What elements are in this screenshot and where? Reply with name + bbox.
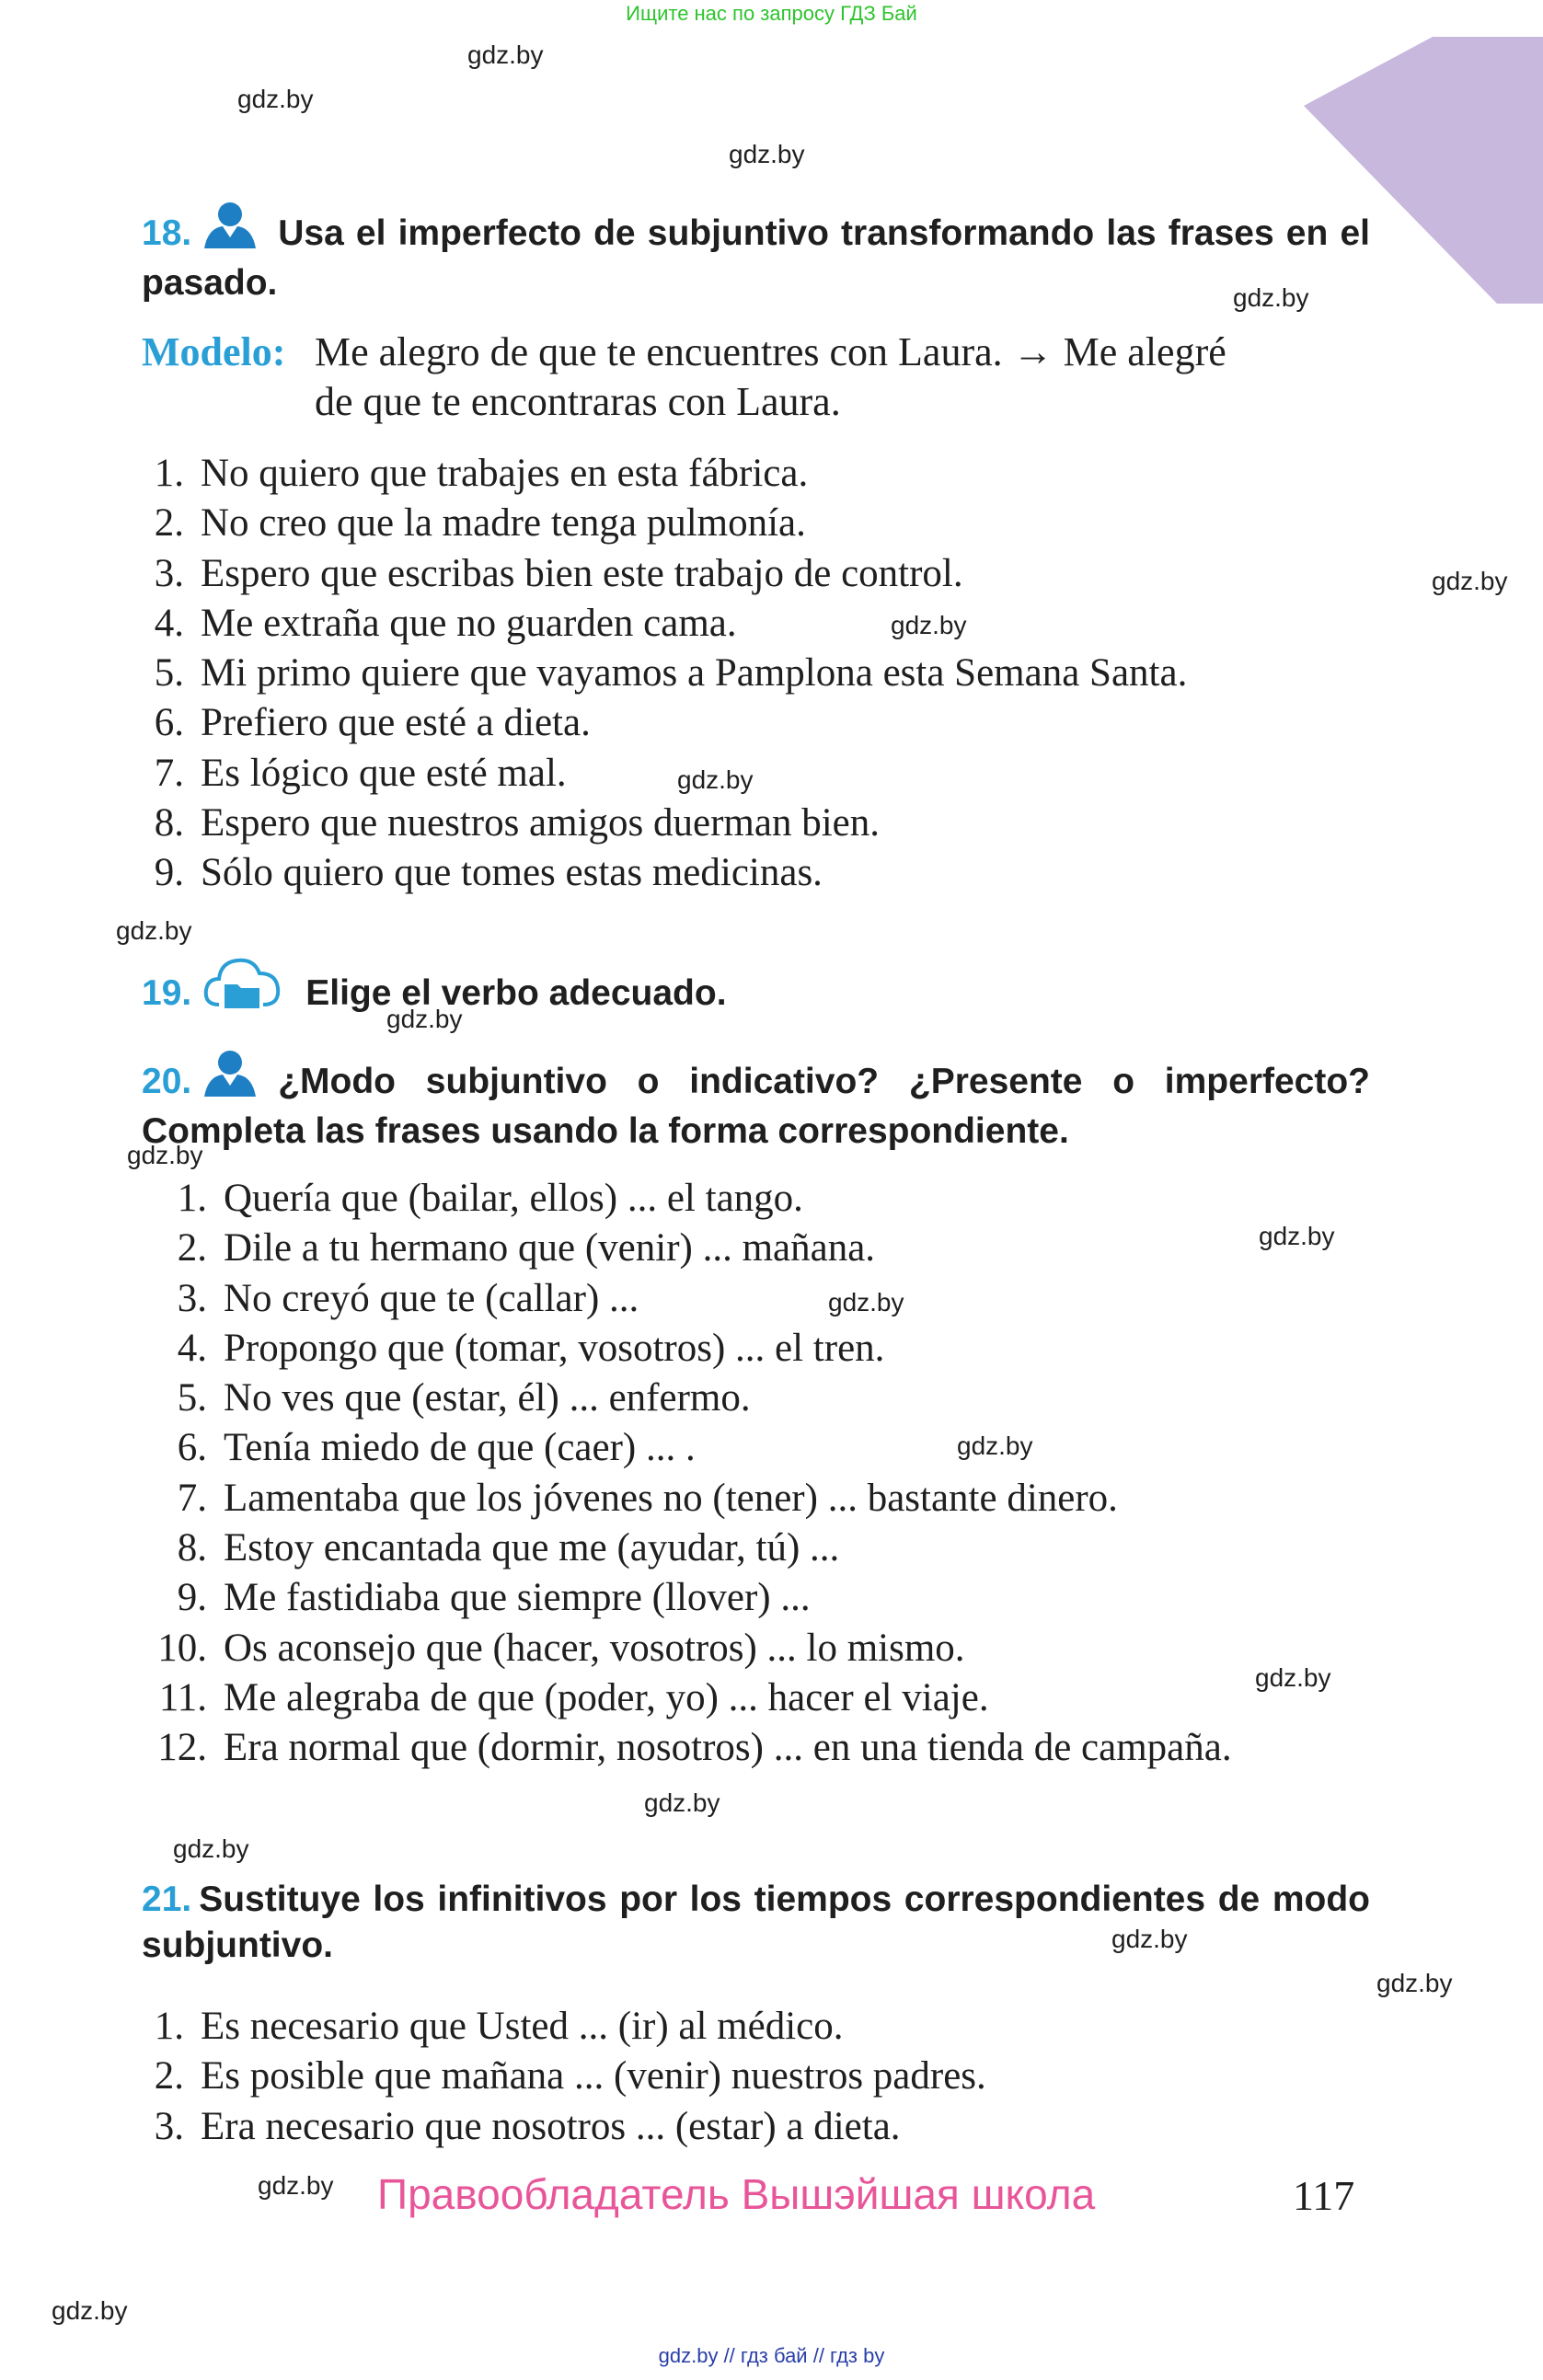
person-icon [202,201,258,260]
watermark: gdz.by [677,765,754,794]
exercise-21-header [142,1877,1370,1969]
list-item [142,698,1187,748]
bottom-links[interactable]: gdz.by // гдз бай // гдз by [658,2344,885,2367]
copyright-owner: Правообладатель Вышэйшая школа [377,2170,1096,2218]
item-number: 8. [177,1526,207,1570]
list-item [142,1374,1370,1423]
item-text: Quería que (bailar, ellos) ... el tango. [224,1177,803,1220]
list-item [142,449,1187,499]
exercise-18-number: 18. [142,213,192,253]
item-text: Prefiero que esté a dieta. [201,701,591,745]
item-text: Me extraña que no guarden cama. [201,601,737,645]
item-number: 5. [154,651,184,696]
item-number: 1. [177,1177,207,1220]
item-text: Era necesario que nosotros ... (estar) a dieta. [201,2104,901,2148]
item-number: 1. [154,2005,184,2048]
list-item [142,499,1187,548]
watermark: gdz.by [258,2171,334,2200]
watermark: gdz.by [127,1141,203,1169]
item-text: Estoy encantada que me (ayudar, tú) ... [224,1526,840,1570]
watermark: gdz.by [828,1288,904,1316]
item-text: Mi primo quiere que vayamos a Pamplona esta Semana Santa. [201,651,1188,696]
exercise-21-instruction: Sustituye los infinitivos por los tiempos correspondientes de modo subjuntivo. [142,1880,1370,1965]
exercise-21-list [142,2002,986,2152]
item-number: 1. [154,452,184,495]
watermark: gdz.by [1255,1663,1331,1692]
watermark: gdz.by [237,85,314,113]
list-item [142,649,1187,698]
exercise-21-number: 21. [142,1880,192,1919]
exercise-18-list [142,449,1187,899]
list-item [142,2002,986,2052]
watermark: gdz.by [173,1834,249,1863]
watermark: gdz.by [467,40,544,69]
item-number: 5. [177,1376,207,1420]
watermark: gdz.by [116,916,192,945]
exercise-19-number: 19. [142,973,192,1013]
list-item [142,1723,1370,1773]
model-label: Modelo: [142,329,286,374]
item-text: Sólo quiero que tomes estas medicinas. [201,851,823,895]
item-number: 4. [154,601,184,645]
item-number: 6. [177,1426,207,1470]
model-line-2: de que te encontraras con Laura. [315,379,841,424]
item-text: Espero que escribas bien este trabajo de control. [201,551,963,595]
list-item [142,1324,1370,1374]
item-text: Dile a tu hermano que (venir) ... mañana. [224,1226,876,1270]
watermark: gdz.by [644,1788,720,1817]
item-text: No ves que (estar, él) ... enfermo. [224,1376,751,1420]
item-text: Lamentaba que los jóvenes no (tener) ... bastante dinero. [224,1476,1118,1520]
item-number: 4. [177,1326,207,1370]
item-text: Es necesario que Usted ... (ir) al médico. [201,2005,844,2048]
exercise-19-header [142,953,1370,1022]
item-text: Me fastidiaba que siempre (llover) ... [224,1576,811,1620]
exercise-20-list [142,1174,1370,1774]
item-number: 3. [177,1276,207,1320]
item-number: 2. [154,2054,184,2098]
item-text: Es lógico que esté mal. [201,751,567,795]
item-number: 3. [154,2104,184,2148]
watermark: gdz.by [1259,1222,1335,1250]
list-item [142,1523,1370,1573]
list-item [142,1624,1370,1673]
list-item [142,1174,1370,1224]
item-text: Me alegraba de que (poder, yo) ... hacer el viaje. [224,1675,989,1719]
list-item [142,1224,1370,1273]
person-icon [202,1049,258,1109]
watermark: gdz.by [386,1005,463,1033]
item-text: Es posible que mañana ... (venir) nuestros padres. [201,2054,986,2098]
cloud-folder-icon [202,953,282,1022]
watermark: gdz.by [957,1431,1033,1460]
item-text: Os aconsejo que (hacer, vosotros) ... lo mismo. [224,1626,965,1670]
item-number: 7. [177,1476,207,1520]
item-number: 9. [154,851,184,895]
exercise-19-instruction: Elige el verbo adecuado. [305,973,727,1013]
list-item [142,1423,1370,1473]
item-number: 10. [157,1626,207,1670]
item-number: 3. [154,551,184,595]
exercise-20-number: 20. [142,1062,192,1101]
list-item [142,599,1187,649]
list-item [142,2052,986,2101]
model-line-1: Me alegro de que te encuentres con Laura. → Me alegré [315,329,1226,374]
watermark: gdz.by [1376,1969,1453,1997]
item-text: Era normal que (dormir, nosotros) ... en una tienda de campaña. [224,1726,1232,1770]
exercise-18-header [142,201,1370,306]
page-number: 117 [1293,2172,1355,2219]
item-text: No quiero que trabajes en esta fábrica. [201,452,809,495]
exercise-20-header [142,1049,1370,1155]
list-item [142,1474,1370,1523]
watermark: gdz.by [891,611,967,639]
watermark: gdz.by [1432,567,1508,595]
item-text: Tenía miedo de que (caer) ... . [224,1426,696,1470]
item-number: 2. [154,501,184,546]
list-item [142,749,1187,799]
item-number: 8. [154,801,184,845]
watermark: gdz.by [52,2296,128,2325]
list-item [142,799,1187,848]
list-item [142,2102,986,2152]
item-number: 11. [158,1675,207,1719]
exercise-18-model [142,328,1370,427]
exercise-20-instruction: ¿Modo subjuntivo o indicativo? ¿Presente o imperfecto? Completa las frases usando la forma correspondiente. [142,1062,1370,1151]
item-text: Propongo que (tomar, vosotros) ... el tren. [224,1326,885,1370]
item-number: 9. [177,1576,207,1620]
item-number: 12. [157,1726,207,1770]
list-item [142,1274,1370,1324]
watermark: gdz.by [729,140,805,168]
list-item [142,1573,1370,1623]
item-number: 7. [154,751,184,795]
item-number: 2. [177,1226,207,1270]
exercise-18-instruction: Usa el imperfecto de subjuntivo transformando las frases en el pasado. [142,213,1370,303]
top-search-note: Ищите нас по запросу ГДЗ Бай [626,2,917,25]
item-text: No creo que la madre tenga pulmonía. [201,501,806,546]
item-text: No creyó que te (callar) ... [224,1276,639,1320]
list-item [142,1673,1370,1723]
watermark: gdz.by [1111,1925,1188,1953]
list-item [142,848,1187,898]
list-item [142,549,1187,599]
item-text: Espero que nuestros amigos duerman bien. [201,801,880,845]
watermark: gdz.by [1233,283,1309,312]
item-number: 6. [154,701,184,745]
